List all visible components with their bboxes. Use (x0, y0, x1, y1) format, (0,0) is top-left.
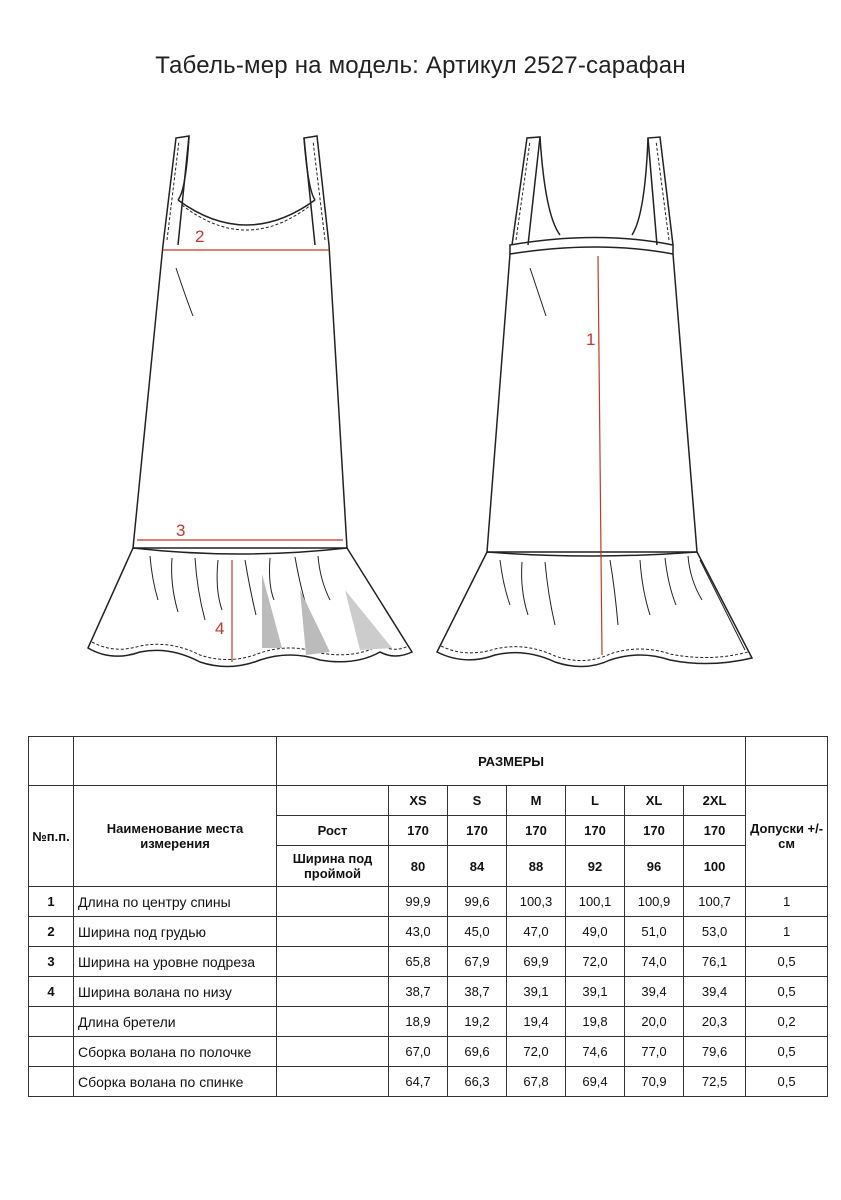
empty-cell (277, 917, 389, 947)
row-number (29, 1037, 74, 1067)
row-number (29, 1007, 74, 1037)
front-view (88, 136, 412, 667)
height-value: 170 (625, 816, 684, 846)
measure-value: 72,0 (566, 947, 625, 977)
height-value: 170 (566, 816, 625, 846)
table-row (29, 887, 828, 917)
measure-value: 19,8 (566, 1007, 625, 1037)
measure-value: 49,0 (566, 917, 625, 947)
measure-value: 53,0 (684, 917, 746, 947)
measure-value: 39,4 (684, 977, 746, 1007)
table-row (29, 1007, 828, 1037)
height-value: 170 (448, 816, 507, 846)
sizes-header: РАЗМЕРЫ (277, 737, 746, 786)
measure-value: 38,7 (389, 977, 448, 1007)
row-number: 3 (29, 947, 74, 977)
empty-cell (277, 887, 389, 917)
dimension-label-3: 3 (176, 521, 186, 540)
measure-value: 100,9 (625, 887, 684, 917)
measure-name: Длина по центру спины (74, 887, 277, 917)
measure-value: 100,7 (684, 887, 746, 917)
table-row (29, 1037, 828, 1067)
dimension-label-2: 2 (195, 227, 205, 246)
empty-cell (277, 977, 389, 1007)
underarm-width-value: 80 (389, 846, 448, 887)
dimension-label-1: 1 (586, 330, 596, 349)
row-number: 4 (29, 977, 74, 1007)
empty-cell (277, 1037, 389, 1067)
measure-value: 77,0 (625, 1037, 684, 1067)
page-title: Табель-мер на модель: Артикул 2527-сарафан (155, 52, 686, 79)
back-dimension-lines (598, 256, 602, 655)
measure-value: 38,7 (448, 977, 507, 1007)
measure-value: 67,0 (389, 1037, 448, 1067)
size-xs: XS (389, 786, 448, 816)
measure-name: Сборка волана по полочке (74, 1037, 277, 1067)
measure-name: Ширина на уровне подреза (74, 947, 277, 977)
measure-value: 19,4 (507, 1007, 566, 1037)
row-number (29, 1067, 74, 1097)
garment-sketch (0, 120, 841, 680)
size-2xl: 2XL (684, 786, 746, 816)
height-value: 170 (684, 816, 746, 846)
size-l: L (566, 786, 625, 816)
measure-value: 67,8 (507, 1067, 566, 1097)
measure-name: Сборка волана по спинке (74, 1067, 277, 1097)
dimension-label-4: 4 (215, 619, 225, 638)
table-row (29, 1067, 828, 1097)
measure-value: 65,8 (389, 947, 448, 977)
measure-value: 45,0 (448, 917, 507, 947)
measure-value: 20,0 (625, 1007, 684, 1037)
row-number: 2 (29, 917, 74, 947)
measure-name: Длина бретели (74, 1007, 277, 1037)
table-row (29, 977, 828, 1007)
underarm-width-value: 92 (566, 846, 625, 887)
tolerance-value: 0,5 (746, 947, 828, 977)
measure-value: 79,6 (684, 1037, 746, 1067)
measure-value: 100,1 (566, 887, 625, 917)
height-value: 170 (389, 816, 448, 846)
measure-name: Ширина под грудью (74, 917, 277, 947)
tolerance-value: 0,5 (746, 977, 828, 1007)
table-row (29, 947, 828, 977)
measure-name: Ширина волана по низу (74, 977, 277, 1007)
underarm-width-value: 88 (507, 846, 566, 887)
measurement-table (28, 736, 828, 1097)
underarm-width-label: Ширина под проймой (277, 846, 389, 887)
measure-value: 19,2 (448, 1007, 507, 1037)
empty-cell (277, 947, 389, 977)
measure-value: 39,4 (625, 977, 684, 1007)
measure-value: 39,1 (566, 977, 625, 1007)
height-label: Рост (277, 816, 389, 846)
measure-value: 99,9 (389, 887, 448, 917)
tolerance-column-header: Допуски +/- см (746, 786, 828, 887)
underarm-width-value: 100 (684, 846, 746, 887)
measure-value: 43,0 (389, 917, 448, 947)
empty-cell (277, 1007, 389, 1037)
measurement-rows (29, 887, 828, 1097)
measure-value: 18,9 (389, 1007, 448, 1037)
size-m: M (507, 786, 566, 816)
tolerance-value: 0,5 (746, 1037, 828, 1067)
number-column-header: №п.п. (29, 786, 74, 887)
measure-value: 70,9 (625, 1067, 684, 1097)
tolerance-value: 1 (746, 917, 828, 947)
measure-name-column-header: Наименование места измерения (74, 786, 277, 887)
measure-value: 64,7 (389, 1067, 448, 1097)
measure-value: 51,0 (625, 917, 684, 947)
measure-value: 67,9 (448, 947, 507, 977)
measure-value: 99,6 (448, 887, 507, 917)
underarm-width-value: 96 (625, 846, 684, 887)
measure-value: 76,1 (684, 947, 746, 977)
measure-value: 100,3 (507, 887, 566, 917)
measure-value: 74,0 (625, 947, 684, 977)
measure-value: 39,1 (507, 977, 566, 1007)
tolerance-value: 0,5 (746, 1067, 828, 1097)
height-value: 170 (507, 816, 566, 846)
measure-value: 69,6 (448, 1037, 507, 1067)
row-number: 1 (29, 887, 74, 917)
measure-value: 20,3 (684, 1007, 746, 1037)
size-xl: XL (625, 786, 684, 816)
measure-value: 69,9 (507, 947, 566, 977)
measure-value: 47,0 (507, 917, 566, 947)
dress-technical-drawing (0, 120, 841, 680)
tolerance-value: 0,2 (746, 1007, 828, 1037)
measure-value: 72,0 (507, 1037, 566, 1067)
underarm-width-value: 84 (448, 846, 507, 887)
table-row (29, 917, 828, 947)
measure-value: 66,3 (448, 1067, 507, 1097)
measure-value: 74,6 (566, 1037, 625, 1067)
tolerance-value: 1 (746, 887, 828, 917)
back-view (437, 137, 752, 667)
size-s: S (448, 786, 507, 816)
empty-cell (277, 1067, 389, 1097)
front-dimension-lines (137, 250, 343, 662)
measure-value: 69,4 (566, 1067, 625, 1097)
measure-value: 72,5 (684, 1067, 746, 1097)
